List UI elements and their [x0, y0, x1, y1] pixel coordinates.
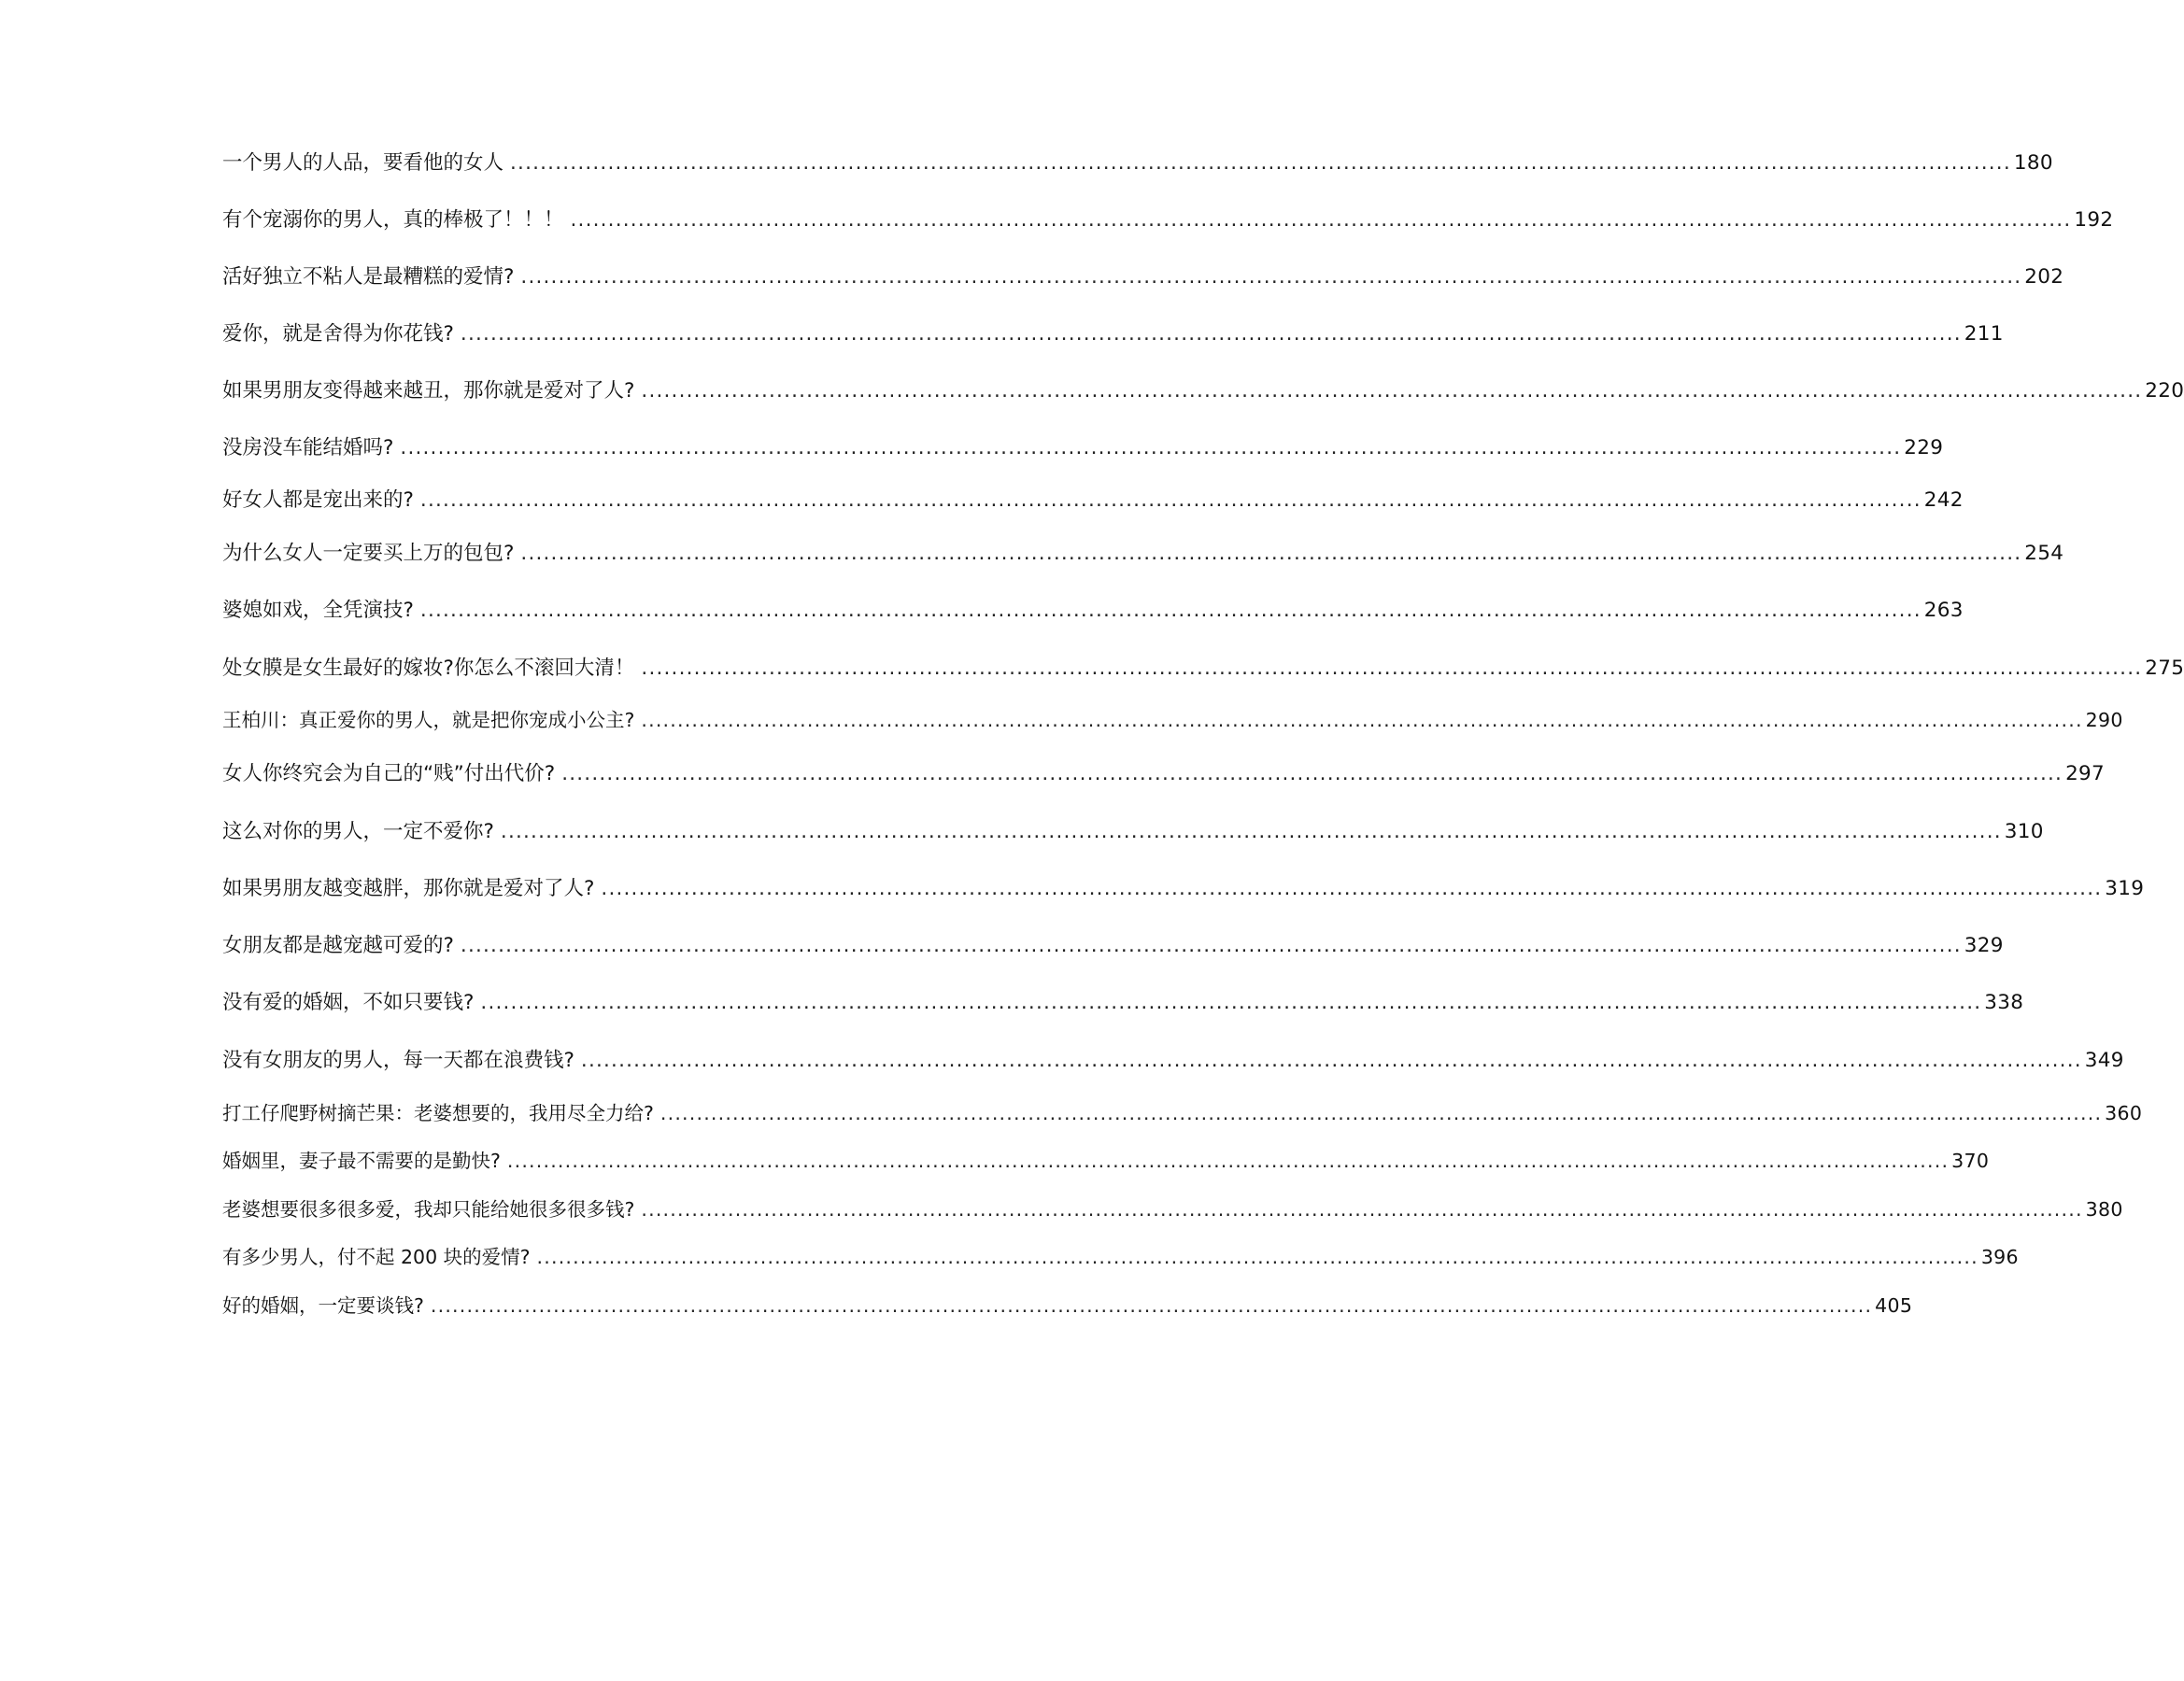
toc-entry-title: 好女人都是宠出来的? — [222, 488, 414, 512]
toc-entry-page: 310 — [2004, 820, 2044, 843]
toc-entry-page: 254 — [2024, 542, 2064, 565]
toc-entry-page: 338 — [1984, 991, 2024, 1014]
toc-entry-page: 380 — [2085, 1198, 2123, 1221]
toc-entry[interactable] — [222, 318, 2004, 350]
dot-leader: ........................................................................................................................................................................................................ — [419, 599, 1922, 622]
toc-entry-title: 如果男朋友变得越来越丑，那你就是爱对了人? — [222, 379, 635, 403]
dot-leader: ........................................................................................................................................................................................................ — [601, 877, 2103, 900]
dot-leader: ........................................................................................................................................................................................................ — [520, 265, 2022, 289]
dot-leader: ........................................................................................................................................................................................................ — [460, 322, 1962, 346]
toc-entry-title: 女朋友都是越宠越可爱的? — [222, 934, 454, 957]
toc-entry-title: 婆媳如戏，全凭演技? — [222, 599, 414, 622]
toc-entry[interactable] — [222, 1194, 2123, 1225]
dot-leader: ........................................................................................................................................................................................................ — [480, 991, 1982, 1014]
toc-entry[interactable] — [222, 432, 1944, 464]
toc-entry-title: 好的婚姻，一定要谈钱? — [222, 1294, 424, 1317]
toc-entry[interactable] — [222, 375, 2184, 407]
toc-entry[interactable] — [222, 987, 2024, 1019]
toc-entry-page: 396 — [1980, 1246, 2019, 1268]
toc-entry[interactable] — [222, 538, 2064, 570]
dot-leader: ........................................................................................................................................................................................................ — [430, 1294, 1873, 1317]
toc-entry-title: 没有女朋友的男人，每一天都在浪费钱? — [222, 1049, 574, 1072]
toc-entry[interactable] — [222, 653, 2184, 685]
toc-entry[interactable] — [222, 1290, 1913, 1321]
toc-entry-title: 如果男朋友越变越胖，那你就是爱对了人? — [222, 877, 595, 900]
toc-entry-page: 220 — [2145, 379, 2184, 403]
toc-entry-page: 192 — [2074, 208, 2114, 232]
toc-entry-page: 211 — [1964, 322, 2004, 346]
toc-entry-title: 活好独立不粘人是最糟糕的爱情? — [222, 265, 515, 289]
toc-entry-title: 王柏川：真正爱你的男人，就是把你宠成小公主? — [222, 709, 635, 731]
toc-entry[interactable] — [222, 1097, 2143, 1129]
toc-entry-page: 242 — [1923, 488, 1964, 512]
toc-entry[interactable] — [222, 205, 2114, 236]
toc-entry-title: 一个男人的人品，要看他的女人 — [222, 151, 504, 175]
toc-entry[interactable] — [222, 873, 2145, 905]
toc-entry-page: 360 — [2105, 1102, 2143, 1124]
table-of-contents — [222, 148, 2184, 1324]
toc-entry-title: 有多少男人，付不起 200 块的爱情? — [222, 1246, 531, 1268]
dot-leader: ........................................................................................................................................................................................................ — [536, 1246, 1978, 1268]
toc-entry-page: 263 — [1923, 599, 1964, 622]
toc-entry-title: 没有爱的婚姻，不如只要钱? — [222, 991, 475, 1014]
toc-entry-title: 老婆想要很多很多爱，我却只能给她很多很多钱? — [222, 1198, 635, 1221]
dot-leader: ........................................................................................................................................................................................................ — [510, 151, 2011, 175]
toc-entry-page: 229 — [1904, 436, 1944, 459]
dot-leader: ........................................................................................................................................................................................................ — [641, 709, 2083, 731]
dot-leader: ........................................................................................................................................................................................................ — [500, 820, 2002, 843]
dot-leader: ........................................................................................................................................................................................................ — [460, 934, 1962, 957]
toc-entry[interactable] — [222, 816, 2044, 848]
toc-entry[interactable] — [222, 1045, 2124, 1077]
toc-entry-page: 329 — [1964, 934, 2004, 957]
toc-entry[interactable] — [222, 1145, 1990, 1177]
toc-entry-title: 有个宠溺你的男人，真的棒极了！！！ — [222, 208, 564, 232]
toc-entry-page: 370 — [1951, 1150, 1990, 1172]
dot-leader: ........................................................................................................................................................................................................ — [400, 436, 1902, 459]
dot-leader: ........................................................................................................................................................................................................ — [659, 1102, 2103, 1124]
toc-entry[interactable] — [222, 261, 2064, 293]
dot-leader: ........................................................................................................................................................................................................ — [419, 488, 1922, 512]
toc-entry-page: 202 — [2024, 265, 2064, 289]
toc-entry-page: 349 — [2084, 1049, 2124, 1072]
toc-entry-page: 405 — [1875, 1294, 1913, 1317]
toc-entry-page: 275 — [2145, 657, 2184, 680]
toc-entry[interactable] — [222, 148, 2053, 179]
toc-entry[interactable] — [222, 704, 2123, 736]
toc-entry[interactable] — [222, 758, 2105, 790]
dot-leader: ........................................................................................................................................................................................................ — [641, 379, 2143, 403]
toc-entry[interactable] — [222, 595, 1964, 627]
toc-entry[interactable] — [222, 930, 2004, 962]
toc-entry[interactable] — [222, 1241, 2019, 1273]
toc-entry-title: 打工仔爬野树摘芒果：老婆想要的，我用尽全力给? — [222, 1102, 654, 1124]
toc-entry-title: 婚姻里，妻子最不需要的是勤快? — [222, 1150, 501, 1172]
dot-leader: ........................................................................................................................................................................................................ — [506, 1150, 1950, 1172]
toc-entry-page: 297 — [2065, 762, 2105, 785]
toc-entry-page: 180 — [2013, 151, 2053, 175]
toc-entry-title: 为什么女人一定要买上万的包包? — [222, 542, 515, 565]
toc-entry-page: 319 — [2105, 877, 2145, 900]
toc-entry-title: 女人你终究会为自己的“贱”付出代价? — [222, 762, 556, 785]
toc-entry-title: 这么对你的男人，一定不爱你? — [222, 820, 494, 843]
dot-leader: ........................................................................................................................................................................................................ — [561, 762, 2063, 785]
dot-leader: ........................................................................................................................................................................................................ — [641, 1198, 2083, 1221]
dot-leader: ........................................................................................................................................................................................................ — [641, 657, 2143, 680]
toc-entry-title: 没房没车能结婚吗? — [222, 436, 394, 459]
toc-entry-page: 290 — [2085, 709, 2123, 731]
dot-leader: ........................................................................................................................................................................................................ — [570, 208, 2072, 232]
dot-leader: ........................................................................................................................................................................................................ — [580, 1049, 2082, 1072]
dot-leader: ........................................................................................................................................................................................................ — [520, 542, 2022, 565]
toc-entry-title: 处女膜是女生最好的嫁妆?你怎么不滚回大清！ — [222, 657, 635, 680]
toc-entry[interactable] — [222, 485, 1964, 516]
toc-entry-title: 爱你，就是舍得为你花钱? — [222, 322, 454, 346]
